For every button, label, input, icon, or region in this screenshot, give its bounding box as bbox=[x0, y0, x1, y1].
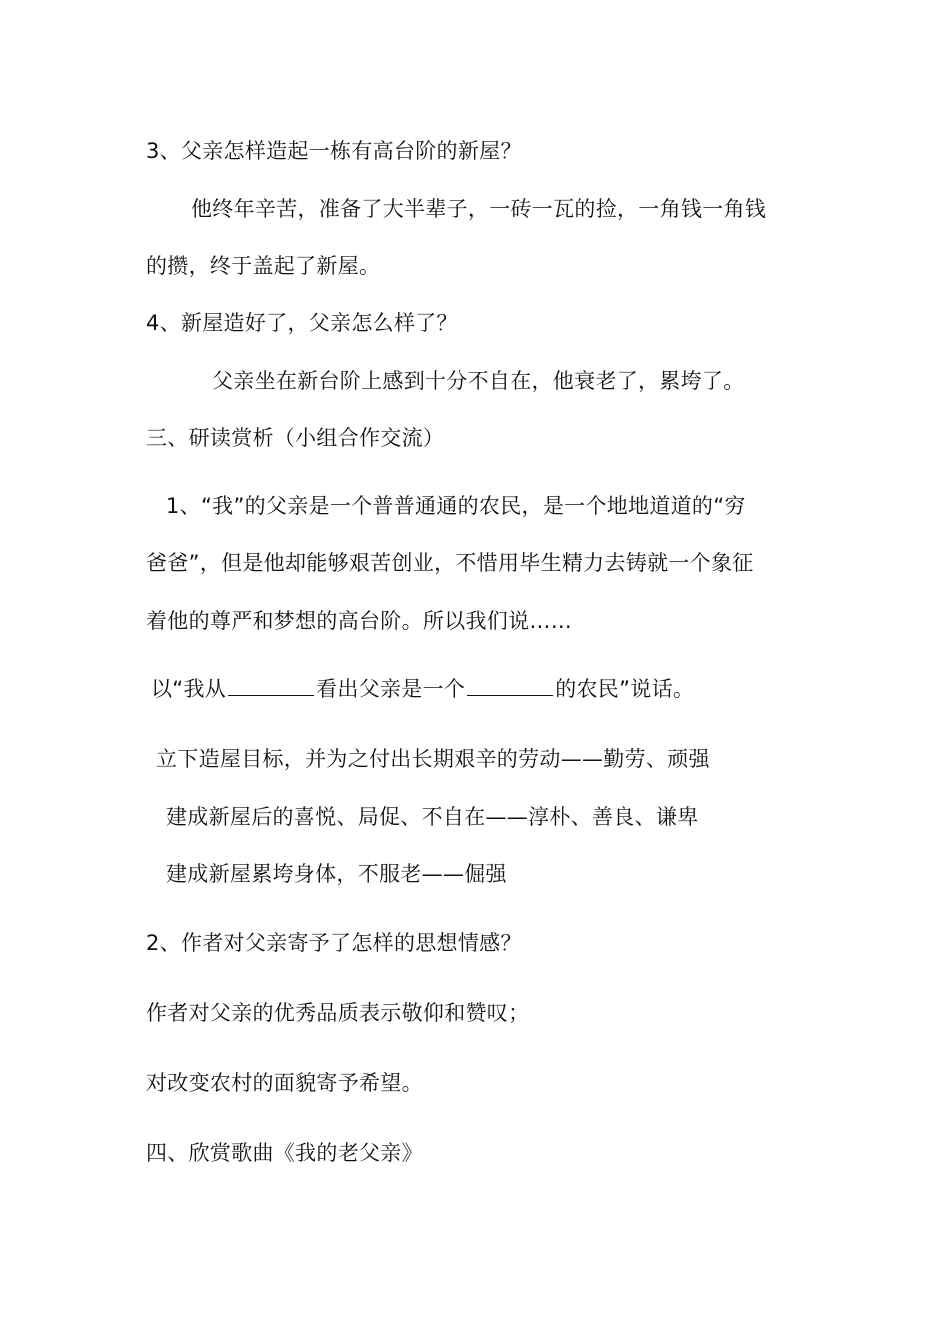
answer-2-line-2: 对改变农村的面貌寄予希望。 bbox=[146, 1071, 423, 1095]
paragraph-1-line-2: 爸爸”，但是他却能够艰苦创业，不惜用毕生精力去铸就一个象征 bbox=[146, 551, 754, 575]
answer-3-line-1: 他终年辛苦，准备了大半辈子，一砖一瓦的捡，一角钱一角钱 bbox=[191, 197, 767, 221]
fill-in-sentence bbox=[151, 674, 694, 704]
trait-line-1: 立下造屋目标，并为之付出长期艰辛的劳动——勤劳、顽强 bbox=[156, 747, 710, 771]
question-2: 2、作者对父亲寄予了怎样的思想情感？ bbox=[146, 931, 522, 955]
fill-part-2: 看出父亲是一个 bbox=[316, 677, 466, 701]
paragraph-1-line-3: 着他的尊严和梦想的高台阶。所以我们说…… bbox=[146, 609, 572, 633]
question-3: 3、父亲怎样造起一栋有高台阶的新屋？ bbox=[146, 139, 522, 163]
answer-3-line-2: 的攒，终于盖起了新屋。 bbox=[146, 254, 381, 278]
section-4-heading: 四、欣赏歌曲《我的老父亲》 bbox=[146, 1141, 423, 1165]
fill-part-3: 的农民”说话。 bbox=[555, 677, 695, 701]
trait-line-3: 建成新屋累垮身体，不服老——倔强 bbox=[166, 862, 507, 886]
answer-4: 父亲坐在新台阶上感到十分不自在，他衰老了，累垮了。 bbox=[212, 369, 745, 393]
fill-blank-1[interactable] bbox=[228, 675, 314, 696]
question-4: 4、新屋造好了，父亲怎么样了？ bbox=[146, 311, 458, 335]
paragraph-1-line-1: 1、“我”的父亲是一个普普通通的农民，是一个地地道道的“穷 bbox=[166, 494, 746, 518]
fill-blank-2[interactable] bbox=[467, 675, 553, 696]
trait-line-2: 建成新屋后的喜悦、局促、不自在——淳朴、善良、谦卑 bbox=[166, 805, 699, 829]
section-3-heading: 三、研读赏析（小组合作交流） bbox=[146, 426, 445, 450]
fill-part-1: 以“我从 bbox=[151, 677, 227, 701]
answer-2-line-1: 作者对父亲的优秀品质表示敬仰和赞叹； bbox=[146, 1001, 530, 1025]
